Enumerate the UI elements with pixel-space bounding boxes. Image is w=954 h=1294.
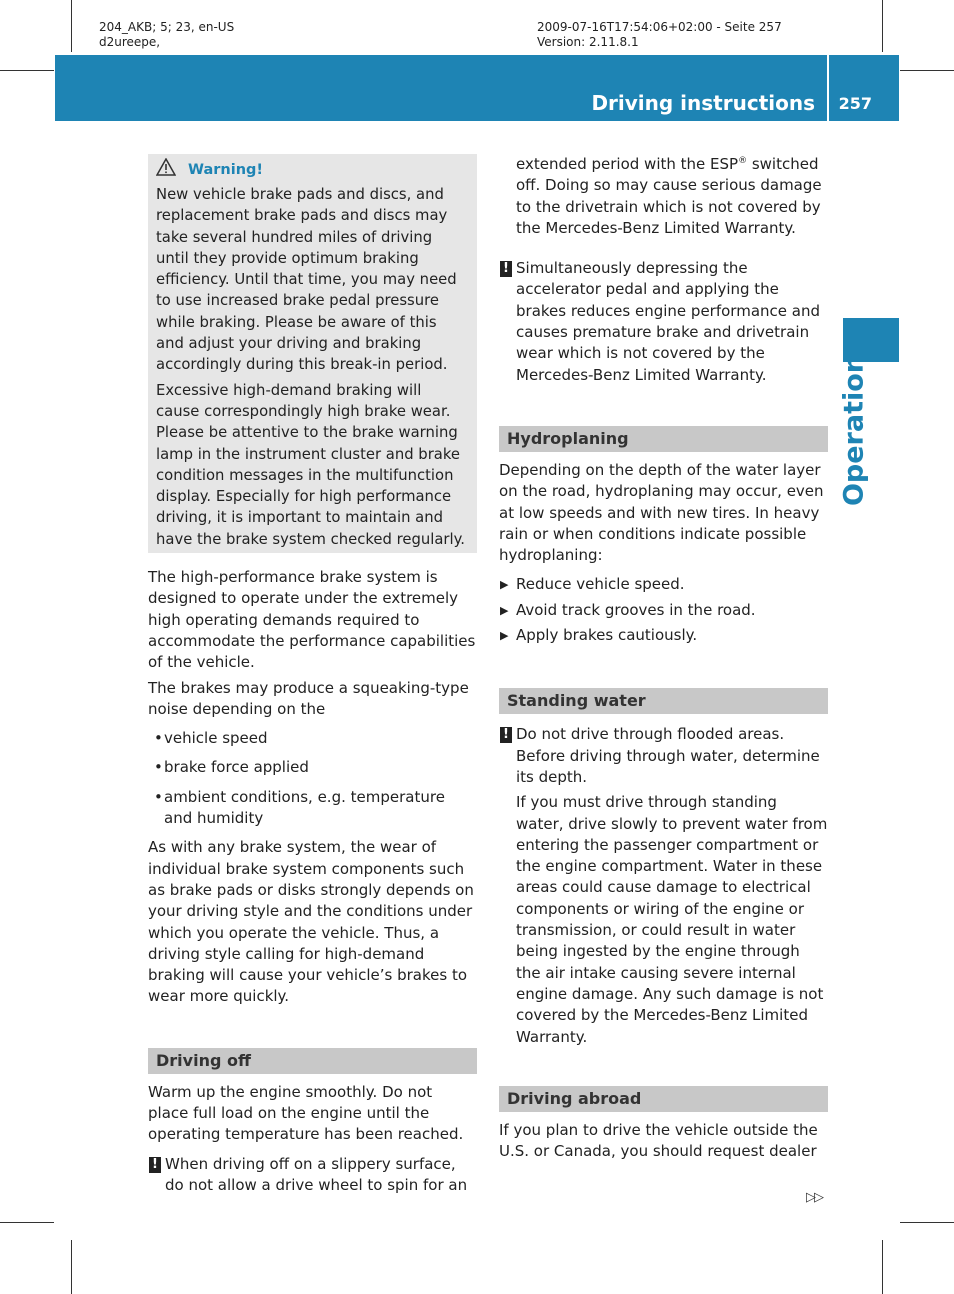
meta-left-line2: d2ureepe, bbox=[99, 35, 161, 49]
section-heading-hydroplaning: Hydroplaning bbox=[499, 426, 828, 452]
crop-mark bbox=[0, 1222, 54, 1223]
paragraph-continued bbox=[499, 154, 828, 239]
paragraph-hydroplaning: Depending on the depth of the water layer on the road, hydroplaning may occur, even at low speeds and with new tires. In heavy rain or when conditions indicate possible hydroplaning: bbox=[499, 460, 824, 565]
print-meta-right bbox=[537, 20, 782, 50]
exclamation-icon: ! bbox=[500, 727, 512, 743]
arrow-right-icon: ▶ bbox=[500, 578, 509, 592]
note-text: Do not drive through flooded areas. Before driving through water, determine its depth. bbox=[516, 725, 820, 786]
crop-mark bbox=[882, 0, 883, 52]
meta-right-line2: Version: 2.11.8.1 bbox=[537, 35, 639, 49]
crop-mark bbox=[0, 70, 54, 71]
print-meta-left bbox=[99, 20, 234, 50]
chapter-header bbox=[55, 55, 899, 121]
crop-mark bbox=[900, 70, 954, 71]
chapter-title: Driving instructions bbox=[591, 91, 815, 115]
meta-right-line1: 2009-07-16T17:54:06+02:00 - Seite 257 bbox=[537, 20, 782, 34]
note-slippery bbox=[148, 1154, 477, 1197]
list-item-text: Avoid track grooves in the road. bbox=[516, 600, 756, 619]
continue-next-page-icon: ▷▷ bbox=[806, 1190, 822, 1205]
note-text: When driving off on a slippery surface, do not allow a drive wheel to spin for an bbox=[165, 1154, 468, 1194]
paragraph-standing-water: If you must drive through standing water, drive slowly to prevent water from entering the passenger compartment or the engine compartment. Water in these areas could cause damage to electrical components or wiring of the engine or transmission, or could result in water being ingested by the engine through the air intake causing severe internal engine damage. Any such damage is not covered by the Mercedes-Benz Limited Warranty. bbox=[516, 793, 828, 1046]
paragraph-driving-off: Warm up the engine smoothly. Do not place full load on the engine until the operating temperature has been reached. bbox=[148, 1082, 464, 1144]
crop-mark bbox=[882, 1240, 883, 1294]
list-item bbox=[499, 625, 828, 646]
continued-text-end: switched off. Doing so may cause serious damage to the drivetrain which is not covered by the Mercedes-Benz Limited Warranty. bbox=[516, 155, 822, 237]
list-item-text: brake force applied bbox=[164, 758, 309, 777]
left-column bbox=[148, 154, 477, 1196]
section-heading-driving-off: Driving off bbox=[148, 1048, 477, 1074]
side-tab-text: Operation bbox=[838, 353, 870, 507]
meta-left-line1: 204_AKB; 5; 23, en-US bbox=[99, 20, 235, 34]
paragraph-squeaking: The brakes may produce a squeaking-type noise depending on the bbox=[148, 678, 469, 718]
section-heading-standing-water: Standing water bbox=[499, 688, 828, 714]
paragraph-brake-wear: As with any brake system, the wear of individual brake system components such as brake pads or disks strongly depends on your driving style and the conditions under which you operate the vehicle. Thus, a driving style calling for high-demand braking will cause your vehicle’s brakes to wear more quickly. bbox=[148, 838, 474, 1006]
warning-paragraph-1: New vehicle brake pads and discs, and replacement brake pads and discs may take several hundred miles of driving until they provide optimum braking efficiency. Until that time, you may need to use increased brake pedal pressure while braking. Please be aware of this and adjust your driving and braking accordingly during this break-in period. bbox=[156, 186, 457, 374]
list-item-text: ambient conditions, e.g. temperature and humidity bbox=[164, 787, 445, 828]
list-item-text: Apply brakes cautiously. bbox=[516, 626, 698, 645]
page-number: 257 bbox=[838, 94, 872, 113]
side-tab-label bbox=[827, 353, 881, 507]
list-item: • vehicle speed bbox=[154, 729, 268, 748]
paragraph-brake-system: The high-performance brake system is designed to operate under the extremely high operating demands required to accommodate the performance capabilities of the vehicle. bbox=[148, 568, 476, 672]
right-column bbox=[499, 154, 828, 1162]
continued-text-start: extended period with the ESP bbox=[516, 155, 739, 173]
crop-mark bbox=[71, 0, 72, 52]
list-item bbox=[499, 600, 828, 621]
list-item-text: Reduce vehicle speed. bbox=[516, 575, 685, 594]
exclamation-icon: ! bbox=[149, 1157, 161, 1173]
list-item-text: vehicle speed bbox=[164, 729, 268, 748]
registered-mark: ® bbox=[738, 156, 748, 166]
header-divider bbox=[827, 55, 829, 121]
note-pedals bbox=[499, 258, 828, 386]
arrow-right-icon: ▶ bbox=[500, 629, 509, 643]
list-item: • ambient conditions, e.g. temperature and humidity bbox=[154, 787, 445, 828]
list-item bbox=[499, 574, 828, 595]
warning-paragraph-2: Excessive high-demand braking will cause correspondingly high brake wear. Please be attentive to the brake warning lamp in the instrument cluster and brake condition messages in the multifunction display. Especially for high performance driving, it is important to maintain and have the brake system checked regularly. bbox=[156, 381, 465, 548]
note-flooded bbox=[499, 724, 828, 788]
warning-triangle-icon bbox=[156, 158, 178, 181]
crop-mark bbox=[900, 1222, 954, 1223]
crop-mark bbox=[71, 1240, 72, 1294]
warning-heading bbox=[156, 158, 469, 181]
list-item: • brake force applied bbox=[154, 758, 309, 777]
paragraph-driving-abroad: If you plan to drive the vehicle outside the U.S. or Canada, you should request dealer bbox=[499, 1120, 818, 1161]
exclamation-icon: ! bbox=[500, 261, 512, 277]
warning-title: Warning! bbox=[188, 161, 264, 178]
section-heading-driving-abroad: Driving abroad bbox=[499, 1086, 828, 1112]
arrow-right-icon: ▶ bbox=[500, 603, 509, 617]
warning-box bbox=[148, 154, 477, 553]
note-text: Simultaneously depressing the accelerator pedal and applying the brakes reduces engine performance and causes premature brake and drivetrain wear which is not covered by the Mercedes-Benz Limited Warranty. bbox=[516, 259, 820, 384]
